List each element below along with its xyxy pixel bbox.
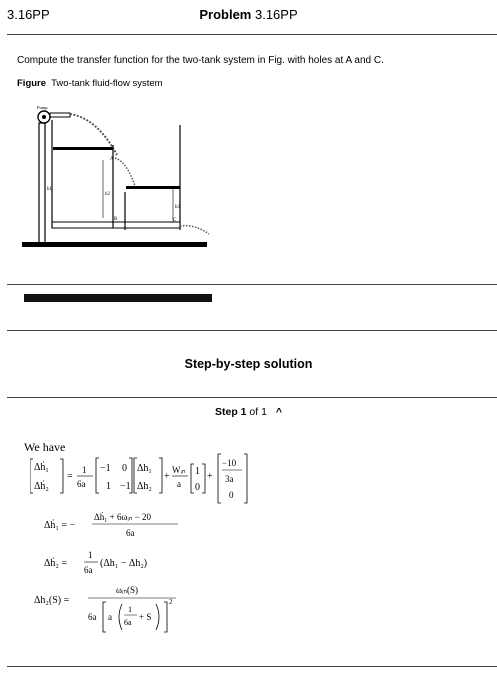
svg-text:0: 0 [229,490,234,500]
svg-text:Δḣ₂ =: Δḣ₂ = [44,558,68,569]
header-problem-word: Problem [199,7,252,22]
pump-label: Pump [37,105,48,110]
label-b: B [114,217,118,222]
svg-text:6a: 6a [84,565,93,575]
svg-text:ωᵢₙ(S): ωᵢₙ(S) [116,585,138,595]
equation-4 [34,585,176,632]
pump-nozzle [50,113,70,117]
svg-text:6a: 6a [88,612,97,622]
header-problem-number: 3.16PP [254,7,298,22]
svg-text:−10: −10 [222,458,237,468]
svg-text:0: 0 [122,463,127,474]
label-h2: h2 [105,192,110,197]
pump-hub [42,115,46,119]
divider [7,666,497,667]
tank2-surface [126,186,180,189]
svg-text:+: + [164,471,170,482]
figure-caption [17,78,163,89]
label-c: C [173,218,177,223]
step-number: Step 1 [214,406,247,418]
svg-text:1: 1 [82,465,87,475]
figure-label: Figure [17,78,47,89]
divider [7,397,497,398]
svg-text:3a: 3a [225,474,234,484]
two-tank-figure [17,100,217,260]
ground [22,242,207,247]
svg-text:6a: 6a [77,479,86,489]
supply-pipe [39,123,45,245]
divider [7,34,497,35]
problem-statement: Compute the transfer function for the two-tank system in Fig. with holes at A and C. [17,55,384,66]
solution-equations [30,450,330,650]
equation-2 [44,512,178,538]
redacted-bar [24,294,212,302]
intro-text: We have [24,440,66,454]
divider [7,330,497,331]
outflow-c [180,226,209,234]
svg-text:(Δh₁ − Δh₂): (Δh₁ − Δh₂) [100,558,148,569]
divider [7,284,497,285]
svg-text:2: 2 [169,598,173,606]
svg-text:Wᵢₙ: Wᵢₙ [172,465,186,475]
svg-text:Δḣ₁ = −: Δḣ₁ = − [44,520,76,531]
svg-text:1: 1 [128,605,132,614]
label-h1: h1 [47,187,52,192]
header-left-title: 3.16PP [7,7,50,22]
orifice-flow-a [115,158,135,186]
chevron-up-icon[interactable]: ^ [275,406,282,418]
svg-text:1: 1 [106,481,111,492]
svg-text:−1: −1 [120,481,131,492]
svg-text:−1: −1 [100,463,111,474]
svg-text:Δḣ₁: Δḣ₁ [34,462,49,473]
svg-text:Δḣ₁ + 6ωᵢₙ − 20: Δḣ₁ + 6ωᵢₙ − 20 [94,512,152,522]
step-count: of 1 [249,406,267,418]
label-a: A [110,157,114,162]
svg-text:1: 1 [195,466,200,477]
connecting-pipe [52,222,180,228]
tank1-surface [53,147,113,150]
page-header [0,0,497,34]
solution-title: Step-by-step solution [184,357,313,371]
label-h3: h3 [175,205,180,210]
svg-text:Δh₂: Δh₂ [137,481,152,492]
equation-3 [44,550,147,575]
svg-text:0: 0 [195,482,200,493]
svg-text:6a: 6a [126,528,135,538]
svg-text:+ S: + S [139,612,152,622]
equation-1 [30,454,247,503]
figure-caption-text: Two-tank fluid-flow system [51,78,163,89]
svg-text:=: = [67,471,73,482]
header-center-title [0,7,497,22]
svg-text:1: 1 [88,550,93,560]
svg-text:6a: 6a [124,618,132,627]
svg-text:Δḣ₂: Δḣ₂ [34,481,49,492]
svg-text:a: a [177,479,181,489]
step-indicator [0,406,497,418]
svg-text:Δh₁: Δh₁ [137,463,152,474]
svg-text:+: + [207,471,213,482]
svg-text:Δh₂(S) =: Δh₂(S) = [34,595,70,606]
svg-text:a: a [108,612,112,622]
